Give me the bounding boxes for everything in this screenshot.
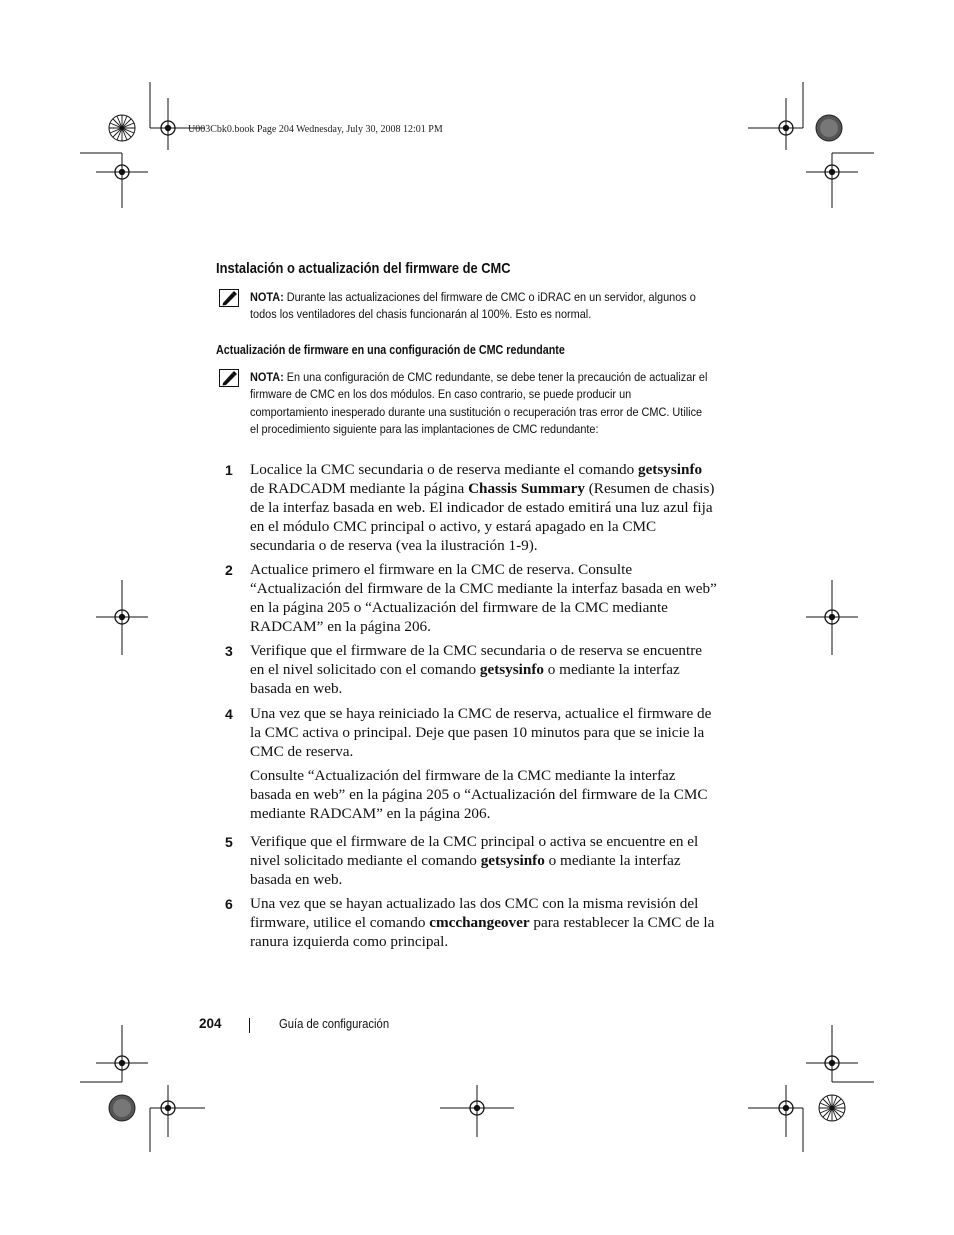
step-text-run: Actualice primero el firmware en la CMC de reserva. Consulte “Actualización del firmware de la CMC mediante la interfaz basada en web” en la página 205 o “Actualización del firmware de la CMC mediante RADCAM” en la página 206. — [250, 561, 717, 635]
step-text-run: Verifique que el firmware de la CMC principal o activa se encuentre en el nivel solicitado mediante el comando — [250, 833, 699, 869]
note-1 — [250, 289, 712, 324]
step-number: 1 — [225, 462, 233, 478]
ui-page-chassis-summary: Chassis Summary — [468, 479, 585, 497]
step-text-run: Verifique que el firmware de la CMC secundaria o de reserva se encuentre en el nivel solicitado con el comando — [250, 642, 703, 678]
note-2-text: En una configuración de CMC redundante, se debe tener la precaución de actualizar el firmware de CMC en los dos módulos. En caso contrario, se puede producir un comportamiento inesperado durante una sustitución o recuperación tras error de CMC. Utilice el procedimiento siguiente para las implantaciones de CMC redundante: — [250, 370, 708, 436]
command-cmcchangeover: cmcchangeover — [429, 913, 530, 931]
command-getsysinfo: getsysinfo — [637, 461, 703, 478]
subsection-title: Actualización de firmware en una configuración de CMC redundante — [216, 343, 565, 357]
command-getsysinfo: getsysinfo — [480, 851, 545, 869]
step-number: 4 — [225, 706, 233, 722]
footer-title: Guía de configuración — [279, 1017, 390, 1031]
step-number: 3 — [225, 643, 233, 659]
print-slug-line: U003Cbk0.book Page 204 Wednesday, July 30, 2008 12:01 PM — [188, 124, 443, 135]
step-5-text — [250, 833, 720, 890]
step-text-run: o mediante la interfaz basada en web. — [250, 851, 681, 888]
note-2-label: NOTA: — [250, 370, 284, 384]
step-text-run: Consulte “Actualización del firmware de la CMC mediante la interfaz basada en web” en la página 205 o “Actualización del firmware de la CMC mediante RADCAM” en la página 206. — [250, 766, 708, 822]
step-4-text — [250, 705, 720, 823]
page-number: 204 — [199, 1016, 222, 1031]
step-text-run: Una vez que se haya reiniciado la CMC de reserva, actualice el firmware de la CMC activa o principal. Deje que pasen 10 minutos para que se inicie la CMC de reserva. — [250, 705, 712, 760]
note-1-label: NOTA: — [250, 290, 284, 304]
step-number: 2 — [225, 562, 233, 578]
step-text-run: Localice la CMC secundaria o de reserva mediante el comando — [250, 461, 638, 478]
section-title: Instalación o actualización del firmware de CMC — [216, 260, 511, 277]
step-number: 5 — [225, 834, 233, 850]
step-text-run: de RADCADM mediante la página — [250, 479, 469, 497]
note-1-text: Durante las actualizaciones del firmware de CMC o iDRAC en un servidor, algunos o todos los ventiladores del chasis funcionarán al 100%. Esto es normal. — [250, 290, 696, 322]
command-getsysinfo: getsysinfo — [479, 660, 544, 678]
step-number: 6 — [225, 896, 233, 912]
step-2-text — [250, 561, 720, 637]
step-3-text — [250, 642, 720, 699]
note-pencil-icon — [219, 289, 239, 307]
footer-divider — [249, 1018, 250, 1033]
step-6-text — [250, 895, 720, 952]
step-text-run: o mediante la interfaz basada en web. — [250, 660, 680, 697]
step-text-run: para restablecer la CMC de la ranura izquierda como principal. — [250, 913, 715, 950]
step-text-run: (Resumen de chasis) de la interfaz basada en web. El indicador de estado emitirá una luz azul fija en el módulo CMC principal o activo, y estará apagado en la CMC secundaria o de reserva (vea la ilustración 1-9). — [250, 479, 715, 554]
note-pencil-icon — [219, 369, 239, 387]
step-text-run: Una vez que se hayan actualizado las dos CMC con la misma revisión del firmware, utilice el comando — [250, 895, 699, 931]
step-1-text — [250, 461, 720, 556]
note-2 — [250, 369, 712, 438]
